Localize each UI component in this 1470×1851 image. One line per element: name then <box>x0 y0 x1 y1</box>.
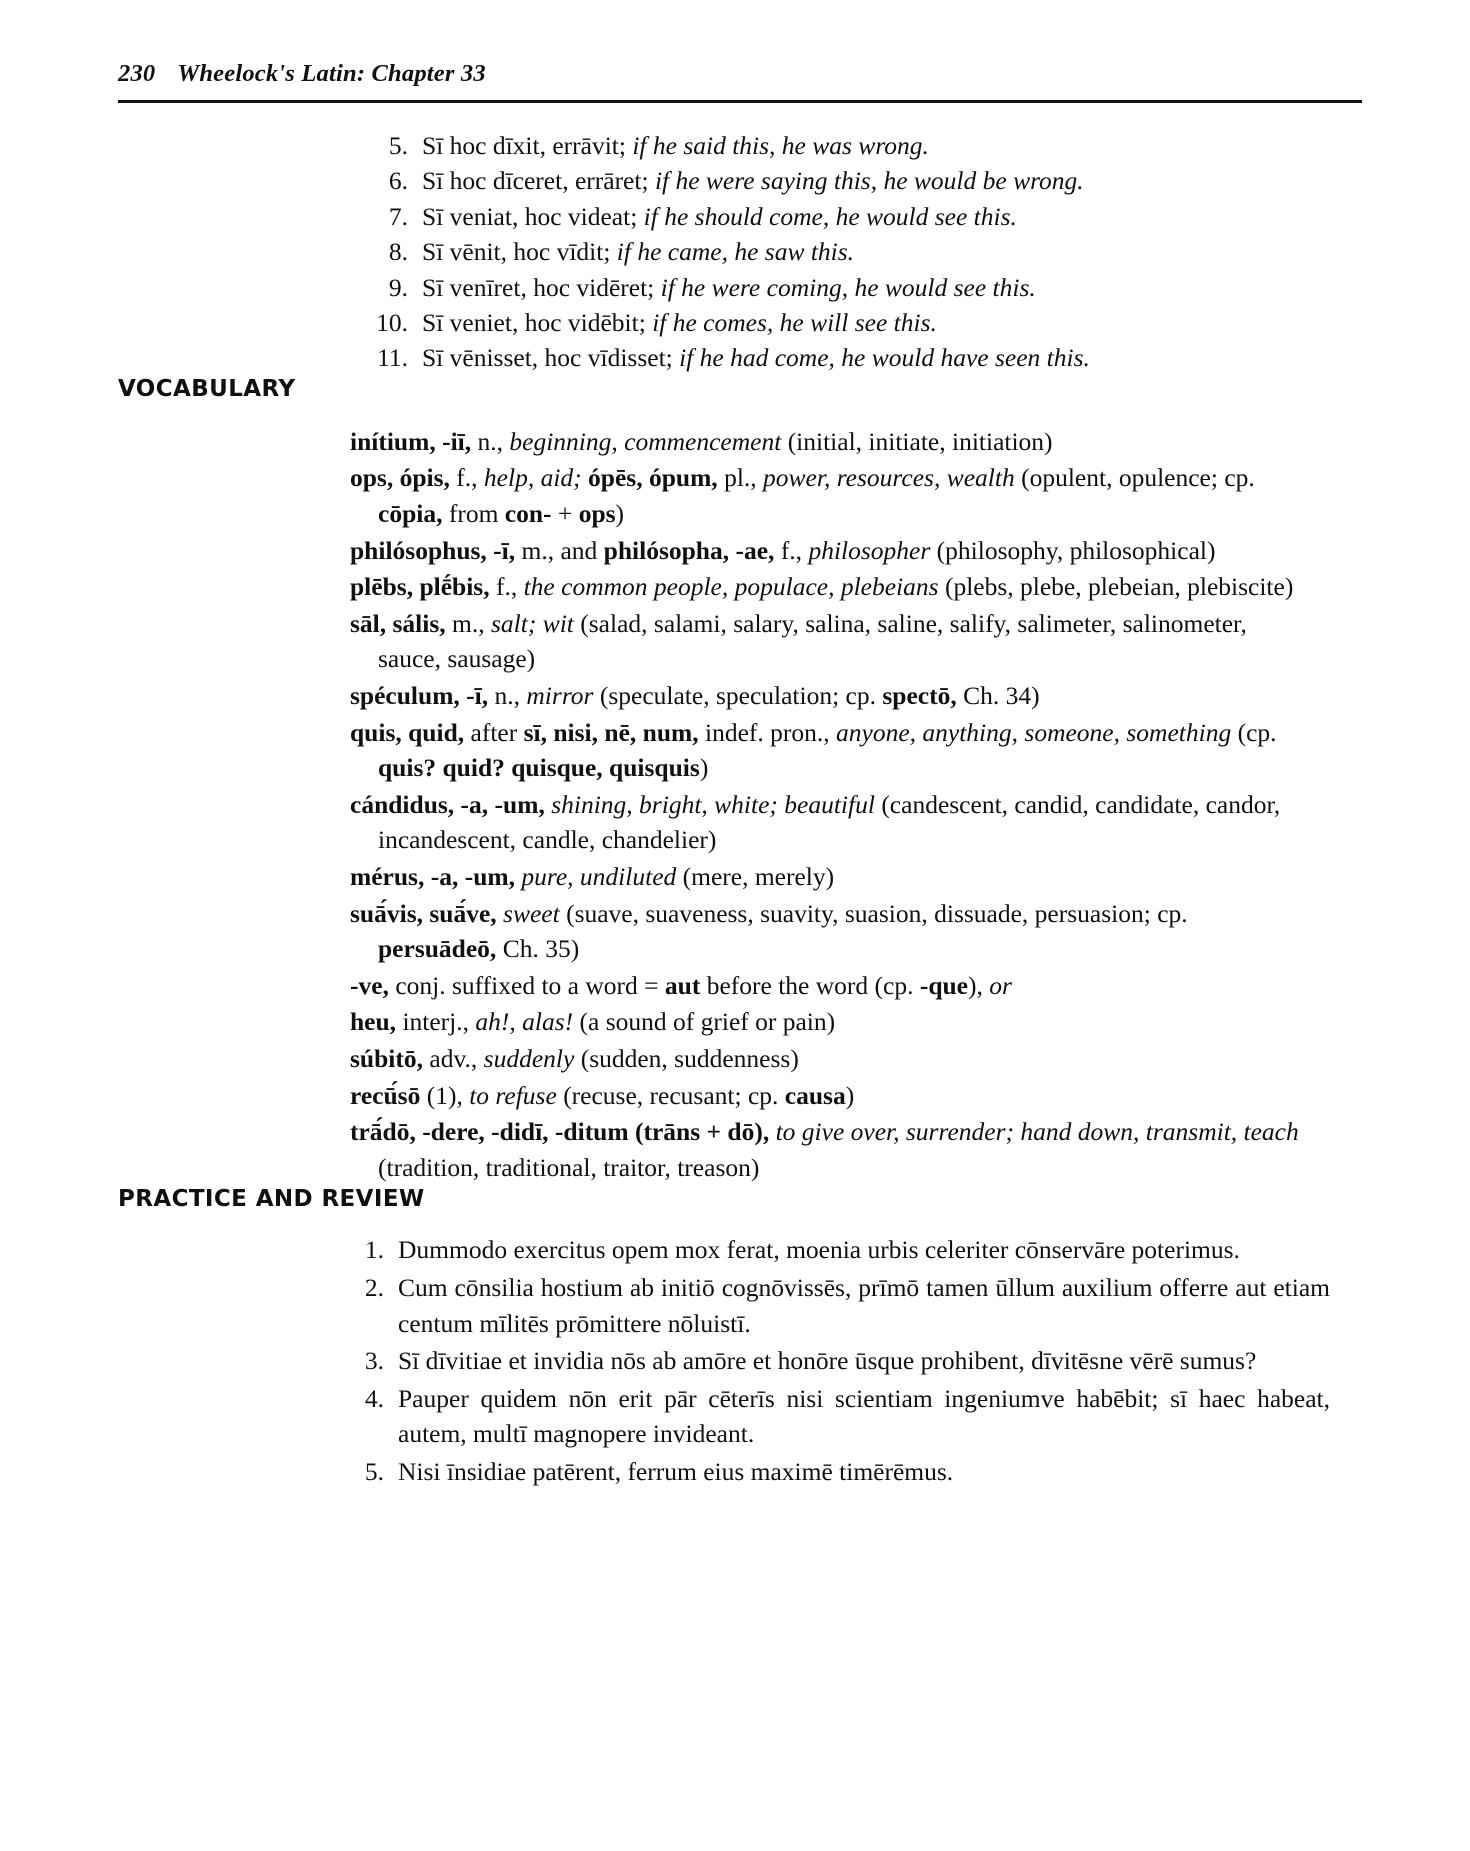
vocab-headword: spéculum, -ī, <box>350 681 489 710</box>
vocab-text: pl., <box>717 463 764 493</box>
vocab-definition: suddenly <box>483 1043 575 1073</box>
vocab-headword: plēbs, plḗbis, <box>350 572 490 602</box>
exercise-translation: if he comes, he will see this. <box>652 308 937 338</box>
exercise-block <box>360 128 1362 376</box>
practice-item <box>350 1232 1330 1268</box>
practice-item <box>350 1270 1330 1341</box>
exercise-latin: Sī hoc dīceret, errāret; <box>422 166 649 196</box>
vocabulary-list <box>350 424 1310 1185</box>
vocab-definition: or <box>989 970 1012 1000</box>
vocabulary-entry <box>350 460 1310 531</box>
vocab-headword: quis? quid? quisque, quisquis <box>378 753 700 783</box>
vocab-headword: sī, nisi, nē, num, <box>523 717 699 747</box>
exercise-item <box>360 270 1362 305</box>
vocab-text: n., <box>488 681 527 710</box>
vocab-headword: heu, <box>350 1007 397 1037</box>
exercise-number: 8. <box>388 237 408 267</box>
vocabulary-entry <box>350 678 1310 714</box>
vocabulary-entry <box>350 715 1310 786</box>
exercise-item <box>360 199 1362 234</box>
vocabulary-entry <box>350 859 1310 895</box>
practice-number: 4. <box>364 1383 384 1413</box>
exercise-latin: Sī vēnit, hoc vīdit; <box>422 237 611 267</box>
vocab-text: m., and <box>515 535 604 565</box>
practice-number: 2. <box>364 1272 384 1302</box>
vocab-headword: philósophus, -ī, <box>350 535 516 565</box>
vocab-text: f., <box>489 572 524 602</box>
vocab-text: conj. suffixed to a word = <box>388 970 665 1000</box>
vocab-headword: trā́dō, -dere, -didī, -ditum (trāns + dō), <box>350 1117 770 1147</box>
vocab-headword: inítium, -iī, <box>350 426 472 456</box>
page-content <box>118 128 1362 1491</box>
practice-item <box>350 1381 1330 1452</box>
exercise-item <box>360 163 1362 198</box>
practice-item <box>350 1343 1330 1379</box>
vocab-headword: súbitō, <box>350 1043 423 1073</box>
page-number: 230 <box>118 60 156 87</box>
vocab-text: (opulent, opulence; cp. <box>1014 463 1255 493</box>
vocabulary-entry <box>350 606 1310 677</box>
vocab-text: (candescent, candid, candidate, candor, incandescent, candle, chandelier) <box>378 789 1281 855</box>
exercise-latin: Sī veniat, hoc videat; <box>422 201 638 231</box>
vocab-definition: shining, bright, white; beautiful <box>551 789 875 819</box>
vocabulary-entry <box>350 896 1310 967</box>
vocab-definition: mirror <box>526 681 594 710</box>
vocab-text: interj., <box>396 1007 476 1037</box>
exercise-translation: if he should come, he would see this. <box>643 201 1017 231</box>
vocab-headword: ops <box>578 499 616 529</box>
practice-number: 3. <box>364 1346 384 1376</box>
vocab-definition: pure, undiluted <box>521 861 677 891</box>
exercise-translation: if he said this, he was wrong. <box>632 131 929 160</box>
vocab-text: before the word (cp. <box>700 970 920 1000</box>
practice-item <box>350 1454 1330 1490</box>
vocabulary-entry <box>350 968 1310 1004</box>
vocab-text: (1), <box>420 1080 470 1110</box>
vocab-definition: to give over, surrender; hand down, transmit, teach <box>775 1117 1299 1147</box>
running-head <box>118 60 1358 88</box>
vocabulary-entry <box>350 569 1310 605</box>
vocab-text: (cp. <box>1231 717 1277 747</box>
exercise-latin: Sī hoc dīxit, errāvit; <box>422 131 626 160</box>
vocab-text: (philosophy, philosophical) <box>930 535 1216 565</box>
vocab-text: (salad, salami, salary, salina, saline, salify, salimeter, salinometer, sauce, sausage) <box>378 608 1247 674</box>
vocab-text: + <box>551 499 579 529</box>
exercise-number: 6. <box>388 166 408 196</box>
header-rule <box>118 100 1362 103</box>
vocab-definition: beginning, commencement <box>509 426 782 456</box>
practice-sentence: Cum cōnsilia hostium ab initiō cognōvissēs, prīmō tamen ūllum auxilium offerre aut etiam centum mīlitēs prōmittere nōluistī. <box>398 1272 1330 1338</box>
vocab-headword: ops, ópis, <box>350 463 450 493</box>
vocab-headword: spectō, <box>882 681 957 710</box>
exercise-translation: if he had come, he would have seen this. <box>679 343 1090 373</box>
vocab-text: after <box>464 717 524 747</box>
vocab-headword: recū́sō <box>350 1080 421 1110</box>
exercise-translation: if he came, he saw this. <box>616 237 855 267</box>
vocab-headword: causa <box>784 1080 846 1110</box>
vocab-text: ) <box>615 499 625 529</box>
vocab-text: (initial, initiate, initiation) <box>781 426 1053 456</box>
vocab-text: (recuse, recusant; cp. <box>556 1080 785 1110</box>
vocab-headword: philósopha, -ae, <box>603 535 775 565</box>
vocab-headword: ópēs, ópum, <box>588 463 718 493</box>
vocab-text: (sudden, suddenness) <box>574 1043 799 1073</box>
exercise-translation: if he were coming, he would see this. <box>660 272 1036 302</box>
practice-heading: PRACTICE AND REVIEW <box>118 1186 425 1213</box>
vocabulary-entry <box>350 533 1310 569</box>
vocab-definition: help, aid; <box>483 463 582 493</box>
vocab-headword: cándidus, -a, -um, <box>350 789 545 819</box>
vocab-definition: power, resources, wealth <box>763 463 1015 493</box>
exercise-item <box>360 128 1362 163</box>
vocab-text: Ch. 34) <box>956 681 1040 710</box>
vocab-text: from <box>442 499 505 529</box>
vocab-headword: mérus, -a, -um, <box>350 861 516 891</box>
vocab-headword: -ve, <box>350 970 389 1000</box>
practice-number: 1. <box>364 1235 384 1265</box>
vocabulary-entry <box>350 787 1310 858</box>
vocab-text: (plebs, plebe, plebeian, plebiscite) <box>938 572 1294 602</box>
exercise-item <box>360 340 1362 375</box>
vocab-definition: ah!, alas! <box>475 1007 574 1037</box>
vocab-text: m., <box>445 608 491 638</box>
vocab-headword: cōpia, <box>378 499 443 529</box>
exercise-number: 5. <box>388 131 408 160</box>
vocab-definition: salt; wit <box>491 608 574 638</box>
vocab-headword: -que <box>919 970 969 1000</box>
vocab-definition: sweet <box>503 898 560 928</box>
vocabulary-entry <box>350 424 1310 460</box>
vocab-text: (suave, suaveness, suavity, suasion, dissuade, persuasion; cp. <box>559 898 1188 928</box>
practice-sentence: Sī dīvitiae et invidia nōs ab amōre et honōre ūsque prohibent, dīvitēsne vērē sumus? <box>398 1346 1257 1376</box>
vocab-text: ) <box>845 1080 855 1110</box>
vocabulary-entry <box>350 1041 1310 1077</box>
exercise-latin: Sī veniet, hoc vidēbit; <box>422 308 646 338</box>
vocab-headword: sāl, sális, <box>350 608 446 638</box>
practice-list <box>350 1232 1330 1489</box>
vocab-text: Ch. 35) <box>496 934 580 964</box>
exercise-number: 10. <box>376 308 408 338</box>
exercise-list <box>360 128 1362 376</box>
vocab-text: ) <box>699 753 709 783</box>
vocab-text: indef. pron., <box>698 717 837 747</box>
vocab-text: n., <box>471 426 510 456</box>
exercise-latin: Sī venīret, hoc vidēret; <box>422 272 655 302</box>
practice-sentence: Nisi īnsidiae patērent, ferrum eius maximē timērēmus. <box>398 1456 954 1486</box>
exercise-item <box>360 234 1362 269</box>
exercise-item <box>360 305 1362 340</box>
vocabulary-entry <box>350 1114 1310 1185</box>
exercise-translation: if he were saying this, he would be wrong. <box>654 166 1084 196</box>
book-chapter-title: Wheelock's Latin: Chapter 33 <box>177 60 486 87</box>
vocab-text: f., <box>774 535 809 565</box>
vocab-text: (a sound of grief or pain) <box>573 1007 836 1037</box>
vocab-headword: suā́vis, suā́ve, <box>350 898 497 928</box>
vocab-definition: philosopher <box>808 535 931 565</box>
vocab-text: (speculate, speculation; cp. <box>593 681 883 710</box>
vocab-headword: quis, quid, <box>350 717 465 747</box>
vocab-headword: persuādeō, <box>378 934 497 964</box>
vocab-text: (mere, merely) <box>676 861 835 891</box>
vocab-text: (tradition, traditional, traitor, treason) <box>378 1152 760 1182</box>
vocab-text: ), <box>968 970 990 1000</box>
vocab-definition: the common people, populace, plebeians <box>523 572 939 602</box>
vocab-definition: anyone, anything, someone, something <box>836 717 1232 747</box>
vocab-definition: to refuse <box>469 1080 557 1110</box>
exercise-number: 11. <box>377 343 408 373</box>
exercise-latin: Sī vēnisset, hoc vīdisset; <box>422 343 673 373</box>
vocab-headword: aut <box>664 970 701 1000</box>
vocabulary-heading: VOCABULARY <box>118 375 296 402</box>
exercise-number: 9. <box>388 272 408 302</box>
vocabulary-entry <box>350 1004 1310 1040</box>
vocab-headword: con- <box>504 499 552 529</box>
practice-sentence: Dummodo exercitus opem mox ferat, moenia urbis celeriter cōnservāre poterimus. <box>398 1235 1240 1265</box>
practice-sentence: Pauper quidem nōn erit pār cēterīs nisi scientiam ingeniumve habēbit; sī haec habeat, autem, multī magnopere invideant. <box>398 1383 1330 1449</box>
exercise-number: 7. <box>388 201 408 231</box>
vocab-text: adv., <box>423 1043 484 1073</box>
vocabulary-entry <box>350 1078 1310 1114</box>
practice-number: 5. <box>364 1456 384 1486</box>
vocab-text: f., <box>449 463 484 493</box>
